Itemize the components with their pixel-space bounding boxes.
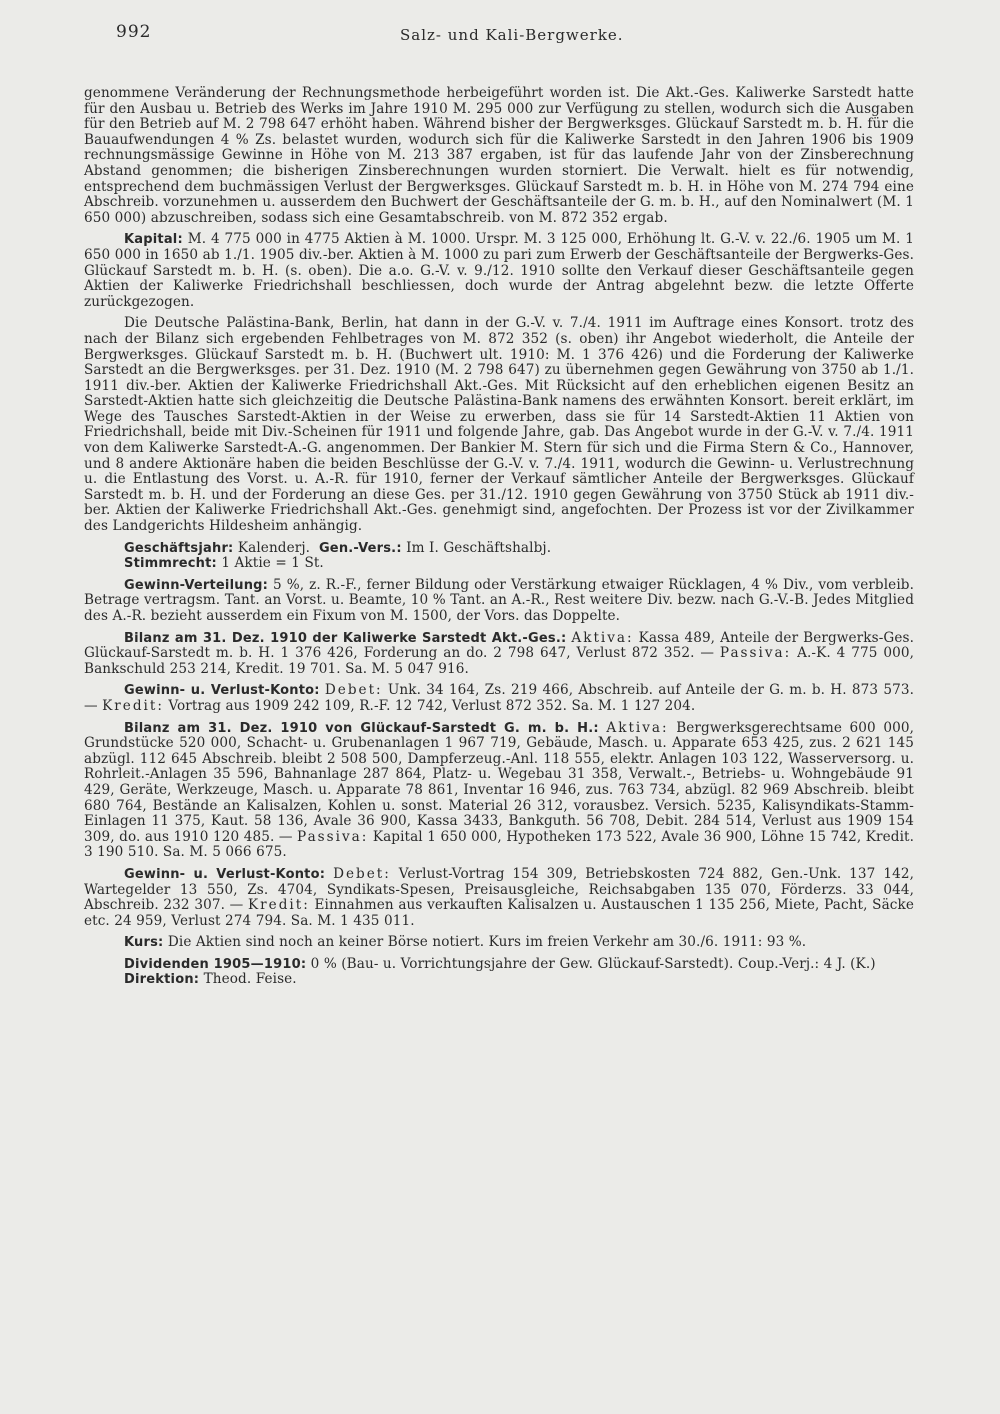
running-title: Salz- und Kali-Bergwerke. bbox=[400, 26, 624, 44]
bilanz-glueckauf-heading: Bilanz am 31. Dez. 1910 von Glückauf-Sarstedt G. m. b. H.: bbox=[124, 720, 599, 736]
bilanz-glueckauf-passiva-label: Passiva: bbox=[297, 828, 369, 845]
kapital-heading: Kapital: bbox=[124, 232, 183, 248]
guv-kaliwerke-debet: Unk. 34 164, Zs. 219 466, Abschreib. auf Anteile der G. m. b. H. 873 573. — bbox=[84, 682, 914, 714]
paragraph-guv-kaliwerke bbox=[84, 683, 914, 714]
kurs-text: Die Aktien sind noch an keiner Börse notiert. Kurs im freien Verkehr am 30./6. 1911: 93 %. bbox=[167, 934, 807, 951]
guv-kaliwerke-kredit-label: Kredit: bbox=[102, 697, 164, 714]
direktion-text: Theod. Feise. bbox=[203, 971, 297, 988]
bilanz-glueckauf-passiva: Kapital 1 650 000, Hypotheken 173 522, Avale 36 900, Löhne 15 742, Kredit. 3 190 510. Sa. M. 5 066 675. bbox=[84, 828, 915, 861]
paragraph-gewinn-verteilung bbox=[84, 578, 914, 625]
page-number: 992 bbox=[116, 22, 152, 42]
bilanz-glueckauf-aktiva-label: Aktiva: bbox=[606, 719, 669, 736]
kapital-text: M. 4 775 000 in 4775 Aktien à M. 1000. Urspr. M. 3 125 000, Erhöhung lt. G.-V. v. 22./6. 1905 um M. 1 650 000 in 1650 ab 1./1. 1905 div.-ber. Aktien à M. 1000 zu pari zum Erwerb der Geschäftsanteile der Bergwerks-Ges. Glückauf Sarstedt m. b. H. (s. oben). Die a.o. G.-V. v. 9./12. 1910 sollte den Verkauf dieser Geschäftsanteile gegen Aktien der Kaliwerke Friedrichshall beschliessen, doch wurde der Antrag abgelehnt bezw. die letzte Offerte zurückgezogen. bbox=[84, 231, 915, 310]
page-header bbox=[84, 22, 914, 52]
stimmrecht-heading: Stimmrecht: bbox=[124, 556, 217, 572]
guv-glueckauf-debet-label: Debet: bbox=[333, 865, 391, 882]
paragraph-palaestina-bank: Die Deutsche Palästina-Bank, Berlin, hat dann in der G.-V. v. 7./4. 1911 im Auftrage eines Konsort. trotz des nach der Bilanz sich ergebenden Fehlbetrages von M. 872 352 (s. oben) ihr Angebot wiederholt, die Anteile der Bergwerksges. Glückauf Sarstedt m. b. H. (Buchwert ult. 1910: M. 1 376 426) und die Forderung der Kaliwerke Sarstedt an die Bergwerksges. per 31. Dez. 1910 (M. 2 798 647) zu übernehmen gegen Gewährung von 3750 ab 1./1. 1911 div.-ber. Aktien der Kaliwerke Friedrichshall Akt.-Ges. Mit Rücksicht auf den erheblichen eigenen Besitz an Sarstedt-Aktien hatte sich gleichzeitig die Deutsche Palästina-Bank namens des erwähnten Konsort. bereit erklärt, im Wege des Tausches Sarstedt-Aktien in der Weise zu erwerben, dass sie für 14 Sarstedt-Aktien 11 Aktien von Friedrichshall, beide mit Div.-Scheinen für 1911 und folgende Jahre, gab. Das Angebot wurde in der G.-V. v. 7./4. 1911 von dem Kaliwerke Sarstedt-A.-G. angenommen. Der Bankier M. Stern für sich und die Firma Stern & Co., Hannover, und 8 andere Aktionäre haben die beiden Beschlüsse der G.-V. v. 7./4. 1911, wodurch die Gewinn- u. Verlustrechnung u. die Entlastung des Vorst. u. A.-R. für 1910, ferner der Verkauf sämtlicher Anteile der Bergwerksges. Glückauf Sarstedt m. b. H. und der Forderung an diese Ges. per 31./12. 1910 gegen Gewährung von 3750 Stück ab 1911 div.-ber. Aktien der Kaliwerke Friedrichshall Akt.-Ges. genehmigt sind, angefochten. Der Prozess ist vor der Zivilkammer des Landgerichts Hildesheim anhängig. bbox=[84, 315, 914, 535]
dividenden-text: 0 % (Bau- u. Vorrichtungsjahre der Gew. Glückauf-Sarstedt). Coup.-Verj.: 4 J. (K.) bbox=[310, 955, 876, 972]
paragraph-geschaeftsjahr bbox=[84, 541, 914, 557]
guv-glueckauf-heading: Gewinn- u. Verlust-Konto: bbox=[124, 866, 326, 882]
paragraph-accounting-change: genommene Veränderung der Rechnungsmethode herbeigeführt worden ist. Die Akt.-Ges. Kaliwerke Sarstedt hatte für den Ausbau u. Betrieb des Werks im Jahre 1910 M. 295 000 zur Verfügung zu stellen, wodurch sich die Ausgaben für den Betrieb auf M. 2 798 647 erhöht haben. Während bisher der Bergwerksges. Glückauf Sarstedt m. b. H. für die Bauaufwendungen 4 % Zs. belastet wurden, wodurch sich für die Kaliwerke Sarstedt in den Jahren 1906 bis 1909 rechnungsmässige Gewinne in Höhe von M. 213 387 ergaben, ist für das laufende Jahr von der Zinsberechnung Abstand genommen; die bisherigen Zinsberechnungen wurden storniert. Die Verwalt. hielt es für notwendig, entsprechend dem buchmässigen Verlust der Bergwerksges. Glückauf Sarstedt m. b. H. in Höhe von M. 274 794 eine Abschreib. vorzunehmen u. ausserdem den Buchwert der Geschäftsanteile der G. m. b. H., auf den Nominalwert (M. 1 650 000) abzuschreiben, sodass sich eine Gesamtabschreib. von M. 872 352 ergab. bbox=[84, 85, 914, 226]
bilanz-kaliwerke-aktiva-label: Aktiva: bbox=[571, 629, 634, 646]
guv-glueckauf-debet: Verlust-Vortrag 154 309, Betriebskosten 724 882, Gen.-Unk. 137 142, Wartegelder 13 550, Zs. 4704, Syndikats-Spesen, Preisausgleiche, Reichsabgaben 135 070, Förderzs. 33 044, Abschreib. 232 307. — bbox=[84, 865, 915, 914]
guv-glueckauf-kredit-label: Kredit: bbox=[248, 897, 310, 914]
paragraph-bilanz-glueckauf bbox=[84, 721, 914, 861]
guv-glueckauf-kredit: Einnahmen aus verkauften Kalisalzen u. Austauschen 1 135 256, Miete, Pacht, Säcke etc. 24 959, Verlust 274 794. Sa. M. 1 435 011. bbox=[84, 897, 914, 929]
bilanz-kaliwerke-passiva: A.-K. 4 775 000, Bankschuld 253 214, Kredit. 19 701. Sa. M. 5 047 916. bbox=[84, 645, 915, 677]
paragraph-stimmrecht bbox=[84, 556, 914, 572]
paragraph-guv-glueckauf bbox=[84, 867, 914, 929]
paragraph-bilanz-kaliwerke bbox=[84, 631, 914, 678]
guv-kaliwerke-debet-label: Debet: bbox=[324, 682, 383, 699]
paragraph-kurs bbox=[84, 935, 914, 951]
gen-vers-heading: Gen.-Vers.: bbox=[318, 540, 402, 556]
paragraph-direktion bbox=[84, 972, 914, 988]
guv-kaliwerke-kredit: Vortrag aus 1909 242 109, R.-F. 12 742, Verlust 872 352. Sa. M. 1 127 204. bbox=[168, 697, 696, 714]
direktion-heading: Direktion: bbox=[124, 972, 200, 988]
paragraph-dividenden bbox=[84, 957, 914, 973]
kurs-heading: Kurs: bbox=[124, 935, 164, 951]
dividenden-heading: Dividenden 1905—1910: bbox=[124, 956, 307, 972]
bilanz-kaliwerke-heading: Bilanz am 31. Dez. 1910 der Kaliwerke Sarstedt Akt.-Ges.: bbox=[124, 630, 567, 646]
geschaeftsjahr-heading: Geschäftsjahr: bbox=[124, 540, 234, 556]
gewinn-verteilung-heading: Gewinn-Verteilung: bbox=[124, 577, 269, 593]
paragraph-kapital bbox=[84, 232, 914, 310]
gen-vers-text: Im I. Geschäftshalbj. bbox=[406, 539, 552, 556]
bilanz-kaliwerke-aktiva: Kassa 489, Anteile der Bergwerks-Ges. Glückauf-Sarstedt m. b. H. 1 376 426, Forderung an do. 2 798 647, Verlust 872 352. — bbox=[84, 629, 914, 662]
guv-kaliwerke-heading: Gewinn- u. Verlust-Konto: bbox=[124, 683, 320, 699]
body-text bbox=[84, 86, 914, 988]
gewinn-verteilung-text: 5 %, z. R.-F., ferner Bildung oder Verstärkung etwaiger Rücklagen, 4 % Div., vom verbleib. Betrage vertragsm. Tant. an Vorst. u. Beamte, 10 % Tant. an A.-R., Rest weitere Div. bezw. nach G.-V.-B. Jedes Mitglied des A.-R. bezieht ausserdem ein Fixum von M. 1500, der Vors. das Doppelte. bbox=[84, 576, 915, 624]
bilanz-kaliwerke-passiva-label: Passiva: bbox=[719, 645, 792, 662]
bilanz-glueckauf-aktiva: Bergwerksgerechtsame 600 000, Grundstücke 520 000, Schacht- u. Grubenanlagen 1 967 719, Gebäude, Masch. u. Apparate 653 425, zus. 2 621 145 abzügl. 112 645 Abschreib. bleibt 2 508 500, Dampferzeug.-Anl. 118 555, elektr. Anlagen 103 122, Wasserversorg. u. Rohrleit.-Anlagen 35 596, Bahnanlage 287 864, Platz- u. Wegebau 31 358, Verwalt.-, Betriebs- u. Wohngebäude 91 429, Geräte, Werkzeuge, Masch. u. Apparate 78 861, Inventar 16 946, zus. 763 734, abzügl. 82 969 Abschreib. bleibt 680 764, Bestände an Kalisalzen, Kohlen u. sonst. Material 26 312, vorausbez. Versich. 5235, Kalisyndikats-Stamm-Einlagen 11 375, Kaut. 58 136, Avale 36 900, Kassa 3433, Bankguth. 56 708, Debit. 284 514, Verlust aus 1909 154 309, do. aus 1910 120 485. — bbox=[84, 719, 915, 845]
geschaeftsjahr-text: Kalenderj. bbox=[237, 539, 311, 556]
stimmrecht-text: 1 Aktie = 1 St. bbox=[221, 555, 324, 572]
